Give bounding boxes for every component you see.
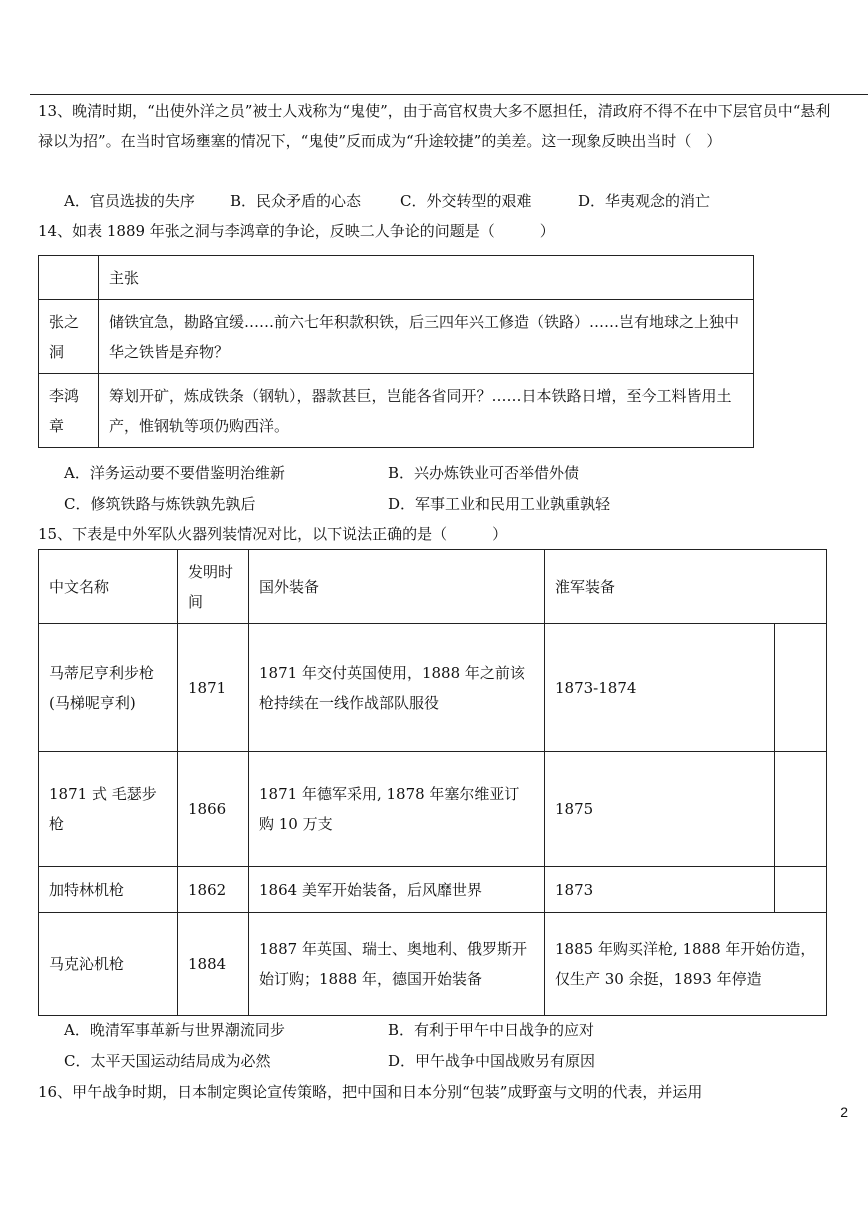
q13-option-d[interactable]: D．华夷观念的消亡 bbox=[578, 192, 711, 210]
q15-header-huai-army: 淮军装备 bbox=[545, 550, 827, 624]
q15-invention-year: 1871 bbox=[178, 624, 249, 752]
q15-weapon-name: 1871 式 毛瑟步枪 bbox=[39, 752, 178, 867]
q15-foreign-equipment: 1887 年英国、瑞士、奥地利、俄罗斯开始订购；1888 年，德国开始装备 bbox=[249, 913, 545, 1016]
q15-extra-cell bbox=[775, 624, 827, 752]
q14-table-row bbox=[39, 374, 754, 448]
q15-invention-year: 1866 bbox=[178, 752, 249, 867]
q15-table bbox=[38, 549, 827, 1016]
q15-huai-equipment: 1875 bbox=[545, 752, 775, 867]
q15-weapon-name: 马蒂尼亨利步枪(马梯呢亨利) bbox=[39, 624, 178, 752]
q14-claim-li: 筹划开矿，炼成铁条（钢轨），器款甚巨，岂能各省同开？……日本铁路日增，至今工料皆用土产，惟钢轨等项仍购西洋。 bbox=[99, 374, 754, 448]
q15-table-row bbox=[39, 867, 827, 913]
q14-header-cell-empty bbox=[39, 256, 99, 300]
q14-option-b[interactable]: B．兴办炼铁业可否举借外债 bbox=[388, 464, 580, 482]
q15-header-invention-time: 发明时间 bbox=[178, 550, 249, 624]
q14-person-li: 李鸿章 bbox=[39, 374, 99, 448]
q15-extra-cell bbox=[775, 867, 827, 913]
q14-person-zhang: 张之洞 bbox=[39, 300, 99, 374]
q15-weapon-name: 加特林机枪 bbox=[39, 867, 178, 913]
question-15-options-row2 bbox=[64, 1046, 848, 1076]
q15-header-foreign: 国外装备 bbox=[249, 550, 545, 624]
q15-option-c[interactable]: C．太平天国运动结局成为必然 bbox=[64, 1052, 271, 1070]
q15-huai-equipment: 1885 年购买洋枪, 1888 年开始仿造，仅生产 30 余挺，1893 年停造 bbox=[545, 913, 827, 1016]
q14-option-c[interactable]: C．修筑铁路与炼铁孰先孰后 bbox=[64, 495, 256, 513]
q14-option-d[interactable]: D．军事工业和民用工业孰重孰轻 bbox=[388, 495, 611, 513]
q14-table-header-row bbox=[39, 256, 754, 300]
question-15-options-row1 bbox=[64, 1015, 848, 1045]
question-16-stem: 16、甲午战争时期，日本制定舆论宣传策略，把中国和日本分别“包装”成野蛮与文明的代表，并运用 bbox=[38, 1083, 703, 1101]
q15-huai-equipment: 1873 bbox=[545, 867, 775, 913]
question-14-stem: 14、如表 1889 年张之洞与李鸿章的争论，反映二人争论的问题是（ ） bbox=[38, 222, 555, 240]
q13-option-a[interactable]: A．官员选拔的失序 bbox=[64, 192, 195, 210]
q14-table bbox=[38, 255, 754, 448]
q14-table-row bbox=[39, 300, 754, 374]
question-13-stem: 13、晚清时期，“出使外洋之员”被士人戏称为“鬼使”，由于高官权贵大多不愿担任，清政府不得不在中下层官员中“悬利禄以为招”。在当时官场壅塞的情况下，“鬼使”反而成为“升途较捷”的美差。这一现象反映出当时（ ） bbox=[38, 102, 831, 150]
q15-table-row bbox=[39, 624, 827, 752]
q15-huai-equipment: 1873-1874 bbox=[545, 624, 775, 752]
q13-option-c[interactable]: C．外交转型的艰难 bbox=[400, 192, 532, 210]
page-number: 2 bbox=[840, 1104, 848, 1120]
question-14-options-row2 bbox=[64, 489, 848, 519]
question-13-options bbox=[64, 186, 848, 216]
q15-table-row bbox=[39, 752, 827, 867]
q15-option-b[interactable]: B．有利于甲午中日战争的应对 bbox=[388, 1021, 595, 1039]
q15-table-header-row bbox=[39, 550, 827, 624]
q13-option-b[interactable]: B．民众矛盾的心态 bbox=[230, 192, 362, 210]
q15-option-a[interactable]: A．晚清军事革新与世界潮流同步 bbox=[64, 1021, 285, 1039]
q15-extra-cell bbox=[775, 752, 827, 867]
q15-foreign-equipment: 1871 年交付英国使用，1888 年之前该枪持续在一线作战部队服役 bbox=[249, 624, 545, 752]
q15-table-row bbox=[39, 913, 827, 1016]
q15-option-d[interactable]: D．甲午战争中国战败另有原因 bbox=[388, 1052, 596, 1070]
q15-weapon-name: 马克沁机枪 bbox=[39, 913, 178, 1016]
q14-option-a[interactable]: A．洋务运动要不要借鉴明治维新 bbox=[64, 464, 285, 482]
question-15-stem: 15、下表是中外军队火器列装情况对比，以下说法正确的是（ ） bbox=[38, 525, 508, 543]
q14-claim-zhang: 储铁宜急，勘路宜缓……前六七年积款积铁，后三四年兴工修造（铁路）……岂有地球之上独中华之铁皆是弃物？ bbox=[99, 300, 754, 374]
q15-invention-year: 1862 bbox=[178, 867, 249, 913]
question-14-options-row1 bbox=[64, 458, 848, 488]
q15-invention-year: 1884 bbox=[178, 913, 249, 1016]
q15-header-name: 中文名称 bbox=[39, 550, 178, 624]
q15-foreign-equipment: 1871 年德军采用, 1878 年塞尔维亚订购 10 万支 bbox=[249, 752, 545, 867]
header-rule bbox=[30, 94, 868, 95]
q15-foreign-equipment: 1864 美军开始装备，后风靡世界 bbox=[249, 867, 545, 913]
q14-header-cell-claim: 主张 bbox=[99, 256, 754, 300]
